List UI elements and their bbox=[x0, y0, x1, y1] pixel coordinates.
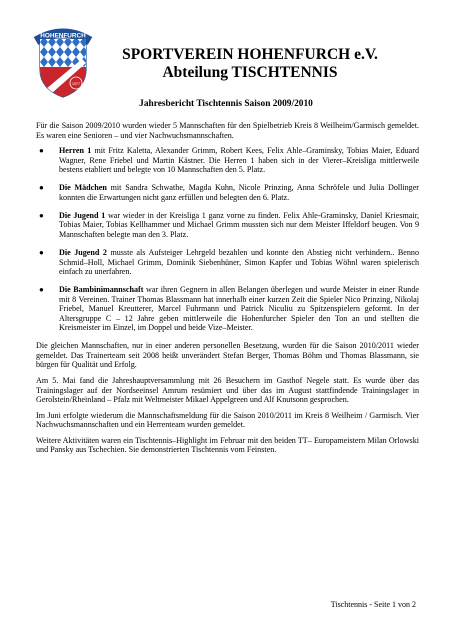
paragraph-activities: Weitere Aktivitäten waren ein Tischtennis–Highlight im Februar mit den beiden TT– Europameistern Milan Orlowski und Pansky aus Tschechien. Sie demonstrierten Tischtennis vom Feinsten. bbox=[36, 435, 419, 455]
page-footer: Tischtennis - Seite 1 von 2 bbox=[330, 600, 416, 609]
list-item bbox=[36, 183, 419, 202]
club-crest-icon bbox=[32, 27, 94, 99]
bullet-icon: ● bbox=[39, 247, 44, 257]
list-item bbox=[36, 248, 419, 277]
team-name: Die Mädchen bbox=[59, 183, 107, 193]
team-description: mit Sandra Schwathe, Magda Kuhn, Nicole Prinzing, Anna Schröfele und Julia Dollinger konnten die Erwartungen nicht ganz erfüllen und belegten den 6. Platz. bbox=[59, 183, 419, 202]
team-name: Die Jugend 2 bbox=[59, 247, 107, 257]
team-description: war wieder in der Kreisliga 1 ganz vorne zu finden. Felix Ahle-Graminsky, Daniel Kriesmair, Tobias Maier, Tobias Kellhammer und Michael Grimm mussten sich nur dem Meister Iffeldorf beugen. Von 9 Mannschaften belegte man den 3. Platz. bbox=[59, 210, 419, 239]
team-name: Herren 1 bbox=[59, 146, 92, 156]
bullet-icon: ● bbox=[39, 210, 44, 220]
paragraph-season-2010: Die gleichen Mannschaften, nur in einer anderen personellen Besetzung, wurden für die Saison 2010/2011 wieder gemeldet. Das Trainerteam seit 2008 heißt unverändert Stefan Berger, Thomas Böhm und Thomas Blassmann, sie bürgen für Qualität und Erfolg. bbox=[36, 341, 419, 370]
team-name: Die Bambinimannschaft bbox=[59, 285, 144, 295]
paragraph-annual-meeting: Am 5. Mai fand die Jahreshauptversammlung mit 26 Besuchern im Gasthof Negele statt. Es wurde über das Trainingslager auf der Nordseeinsel Amrum resümiert und über das im August stattfindende Trainingslager in Gerolstein/Rheinland – Pfalz mit Weltmeister Mikael Appelgreen und Alf Knutsonn gesprochen. bbox=[36, 375, 419, 405]
club-title: SPORTVEREIN HOHENFURCH e.V. bbox=[122, 46, 378, 63]
bullet-icon: ● bbox=[39, 183, 44, 193]
club-logo bbox=[32, 27, 94, 99]
logo-year: 1977 bbox=[72, 82, 80, 86]
team-description: musste als Aufsteiger Lehrgeld bezahlen und konnte den Abstieg nicht verhindern.. Benno Schmid–Holl, Michael Grimm, Dominik Siebenhüner, Simon Kapfer und Tobias Wöhnl waren spielerisch einfach zu unerfahren. bbox=[59, 247, 419, 277]
bullet-icon: ● bbox=[39, 146, 44, 156]
department-title: Abteilung TISCHTENNIS bbox=[162, 64, 338, 81]
report-subtitle: Jahresbericht Tischtennis Saison 2009/2010 bbox=[139, 99, 313, 109]
list-item bbox=[36, 146, 419, 175]
team-description: mit Fritz Kaletta, Alexander Grimm, Robert Kees, Felix Ahle–Graminsky, Tobias Maier, Eduard Wagner, Rene Friebel und Martin Kästner. Die Herren 1 haben sich in der Vierer–Kreisliga mittlerweile bestens etabliert und belegte von 10 Mannschaften den 5. Platz. bbox=[59, 146, 420, 175]
bullet-icon: ● bbox=[39, 285, 44, 295]
team-name: Die Jugend 1 bbox=[59, 210, 106, 220]
report-body bbox=[36, 121, 419, 461]
list-item bbox=[36, 285, 419, 333]
list-item bbox=[36, 211, 419, 240]
title-block bbox=[100, 46, 400, 82]
logo-text: HOHENFURCH bbox=[40, 32, 86, 40]
paragraph-team-registration: Im Juni erfolgte wiederum die Mannschaftsmeldung für die Saison 2010/2011 im Kreis 8 Weilheim / Garmisch. Vier Nachwuchsmannschaften und ein Herrenteam wurden gemeldet. bbox=[36, 410, 419, 430]
team-list bbox=[36, 146, 419, 333]
team-description: war ihren Gegnern in allen Belangen überlegen und wurde Meister in einer Runde mit 8 Vereinen. Trainer Thomas Blassmann hat innerhalb einer kurzen Zeit die Spieler Nico Prinzing, Nikolaj Friebel, Manuel Kreutterer, Marcel Fuhrmann und Patrick Niculiu zu Spitzenspielern geformt. In der Altersgruppe C – 12 Jahre geben mittlerweile die Hohenfurcher Spieler den Ton an und stellten die Kreismeister im Einzel, im Doppel und beide Vize–Meister. bbox=[59, 285, 419, 333]
intro-paragraph: Für die Saison 2009/2010 wurden wieder 5 Mannschaften für den Spielbetrieb Kreis 8 Weilheim/Garmisch gemeldet. Es waren eine Senioren – und vier Nachwuchsmannschaften. bbox=[36, 121, 419, 140]
